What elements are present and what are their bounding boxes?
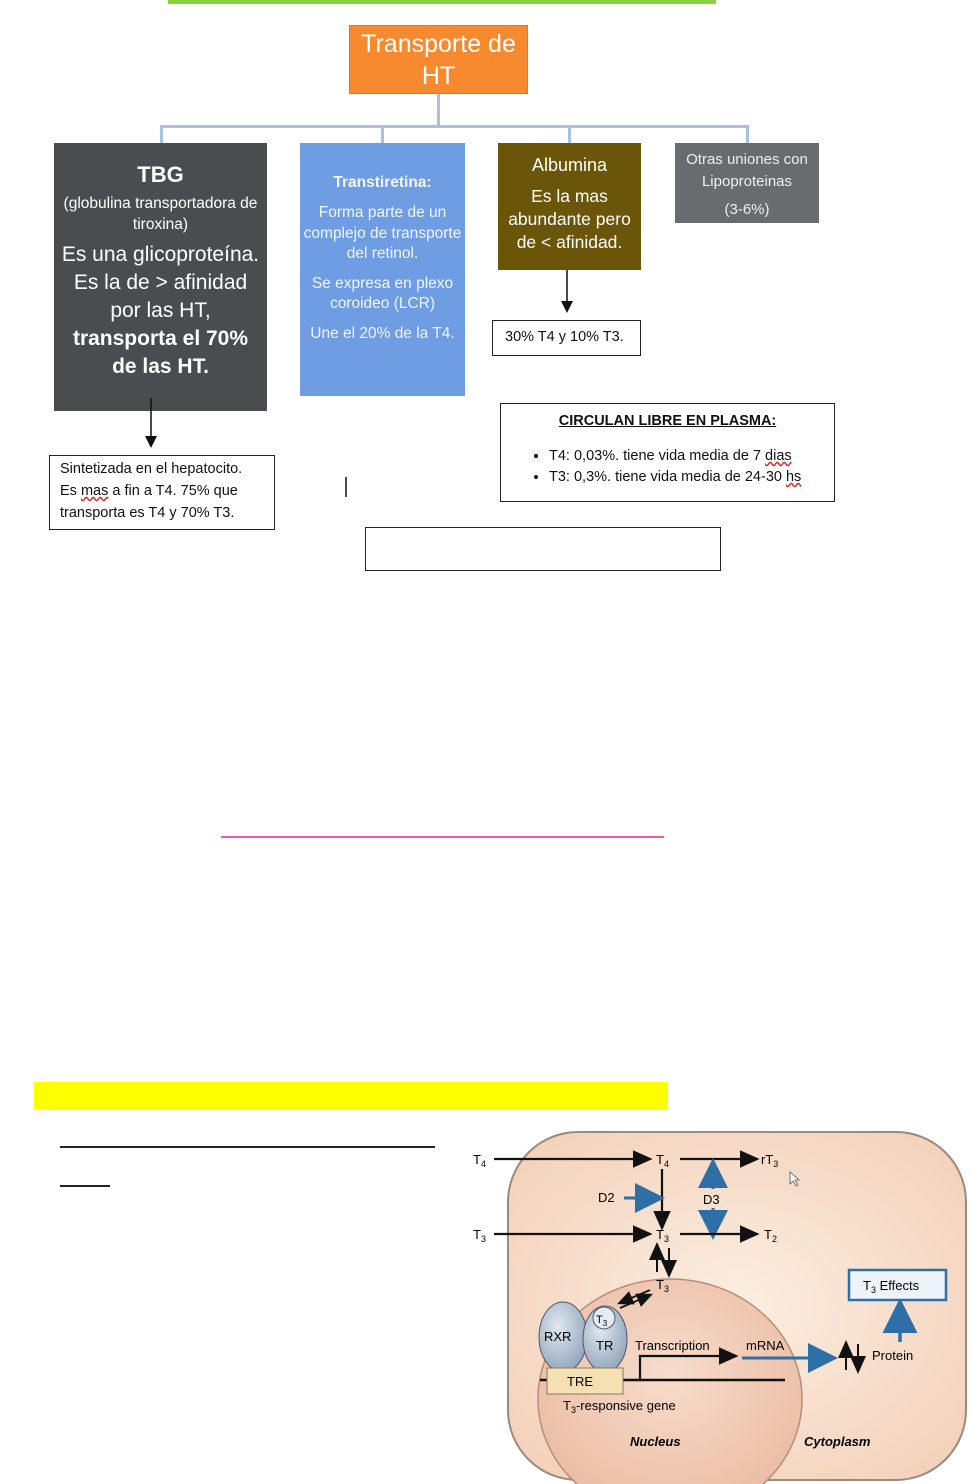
nucleus-label: Nucleus: [630, 1434, 681, 1449]
t3-nuc-label: $T_3$: [656, 1277, 669, 1294]
t4-label: $T_4$: [656, 1152, 669, 1169]
underline-line-2: [60, 1185, 110, 1187]
circulan-item-t4-squig: dias: [765, 448, 792, 464]
otras-line3: (3-6%): [724, 201, 770, 218]
tbg-note-line2-pre: Es: [60, 483, 81, 499]
d3-label: D3: [703, 1192, 720, 1207]
tre-label: TRE: [567, 1374, 593, 1389]
tbg-note-line2-squig: mas: [80, 483, 109, 499]
connector-transtiretina: [381, 125, 384, 143]
transcription-label: Transcription: [635, 1338, 710, 1353]
transtiretina-p1: Forma parte de un complejo de transporte del retinol.: [303, 204, 462, 262]
responsive-gene-label: $T_3$-responsive gene: [563, 1398, 676, 1415]
otras-line2: Lipoproteinas: [701, 173, 793, 190]
empty-box: [365, 527, 721, 571]
circulan-item-t3-text: T3: 0,3%. tiene vida media de 24-30: [549, 469, 786, 485]
circulan-title: CIRCULAN LIBRE EN PLASMA:: [558, 413, 777, 429]
d2-label: D2: [598, 1190, 615, 1205]
connector-tbg: [160, 125, 163, 143]
tbg-title: TBG: [137, 162, 184, 187]
t3-in-label: $T_3$: [473, 1227, 486, 1244]
circulan-item-t4: [549, 446, 828, 467]
otras-node: [675, 143, 819, 223]
transtiretina-title: Transtiretina:: [333, 174, 432, 191]
cell-diagram: [470, 1124, 970, 1484]
connector-otras: [746, 125, 749, 143]
top-highlight-line: [168, 0, 716, 4]
underline-line-1: [60, 1146, 435, 1148]
tbg-body-bold: transporta el 70% de las HT.: [72, 327, 249, 378]
mrna-label: mRNA: [746, 1338, 785, 1353]
circulan-list: [507, 446, 828, 488]
transtiretina-p2: Se expresa en plexo coroideo (LCR): [311, 274, 454, 312]
root-node-transporte-ht: [349, 25, 528, 94]
yellow-highlight-band: [34, 1082, 668, 1110]
connector-root-down: [437, 94, 440, 127]
albumina-title: Albumina: [531, 155, 608, 175]
albumina-note-text: 30% T4 y 10% T3.: [505, 329, 624, 345]
root-node-line1: Transporte de: [361, 30, 516, 58]
tbg-note-line1: Sintetizada en el hepatocito.: [60, 461, 243, 477]
t3-label: $T_3$: [656, 1227, 669, 1244]
transtiretina-node: [300, 143, 465, 396]
tbg-subtitle: (globulina transportadora de tiroxina): [63, 195, 258, 233]
tbg-body-normal: Es una glicoproteína. Es la de > afinidad por las HT,: [61, 243, 260, 322]
protein-label: Protein: [872, 1348, 914, 1363]
t2-label: $T_2$: [764, 1227, 777, 1244]
albumina-node: [498, 143, 641, 270]
tbg-note-line2-post: a fin a T4. 75% que: [108, 483, 238, 499]
connector-albumina: [568, 125, 571, 143]
tbg-note-line3: transporta es T4 y 70% T3.: [60, 505, 235, 521]
cytoplasm-label: Cytoplasm: [804, 1434, 871, 1449]
circulan-item-t3: [549, 467, 828, 488]
t4-in-label: $T_4$: [473, 1152, 486, 1169]
tr-label: TR: [596, 1338, 614, 1353]
transtiretina-p3: Une el 20% de la T4.: [310, 324, 455, 342]
circulan-libre-box: [500, 403, 835, 502]
pink-line: [221, 836, 664, 838]
t3-effects-label: $T_3$ Effects: [863, 1278, 920, 1295]
albumina-note: [492, 320, 641, 356]
rt3-label: $rT_3$: [761, 1152, 779, 1169]
root-node-line2: HT: [421, 62, 456, 90]
albumina-body: Es la mas abundante pero de < afinidad.: [508, 186, 631, 252]
circulan-item-t3-squig: hs: [785, 469, 802, 485]
connector-horizontal: [160, 125, 749, 128]
t3-bound-label: $T_3$: [596, 1314, 608, 1328]
circulan-item-t4-text: T4: 0,03%. tiene vida media de 7: [549, 448, 766, 464]
tbg-node: [54, 143, 267, 411]
tbg-note-line2: [60, 480, 274, 502]
otras-line1: Otras uniones con: [686, 151, 808, 168]
tbg-body: [60, 241, 261, 381]
tbg-note: [49, 455, 275, 530]
rxr-label: RXR: [544, 1329, 572, 1344]
